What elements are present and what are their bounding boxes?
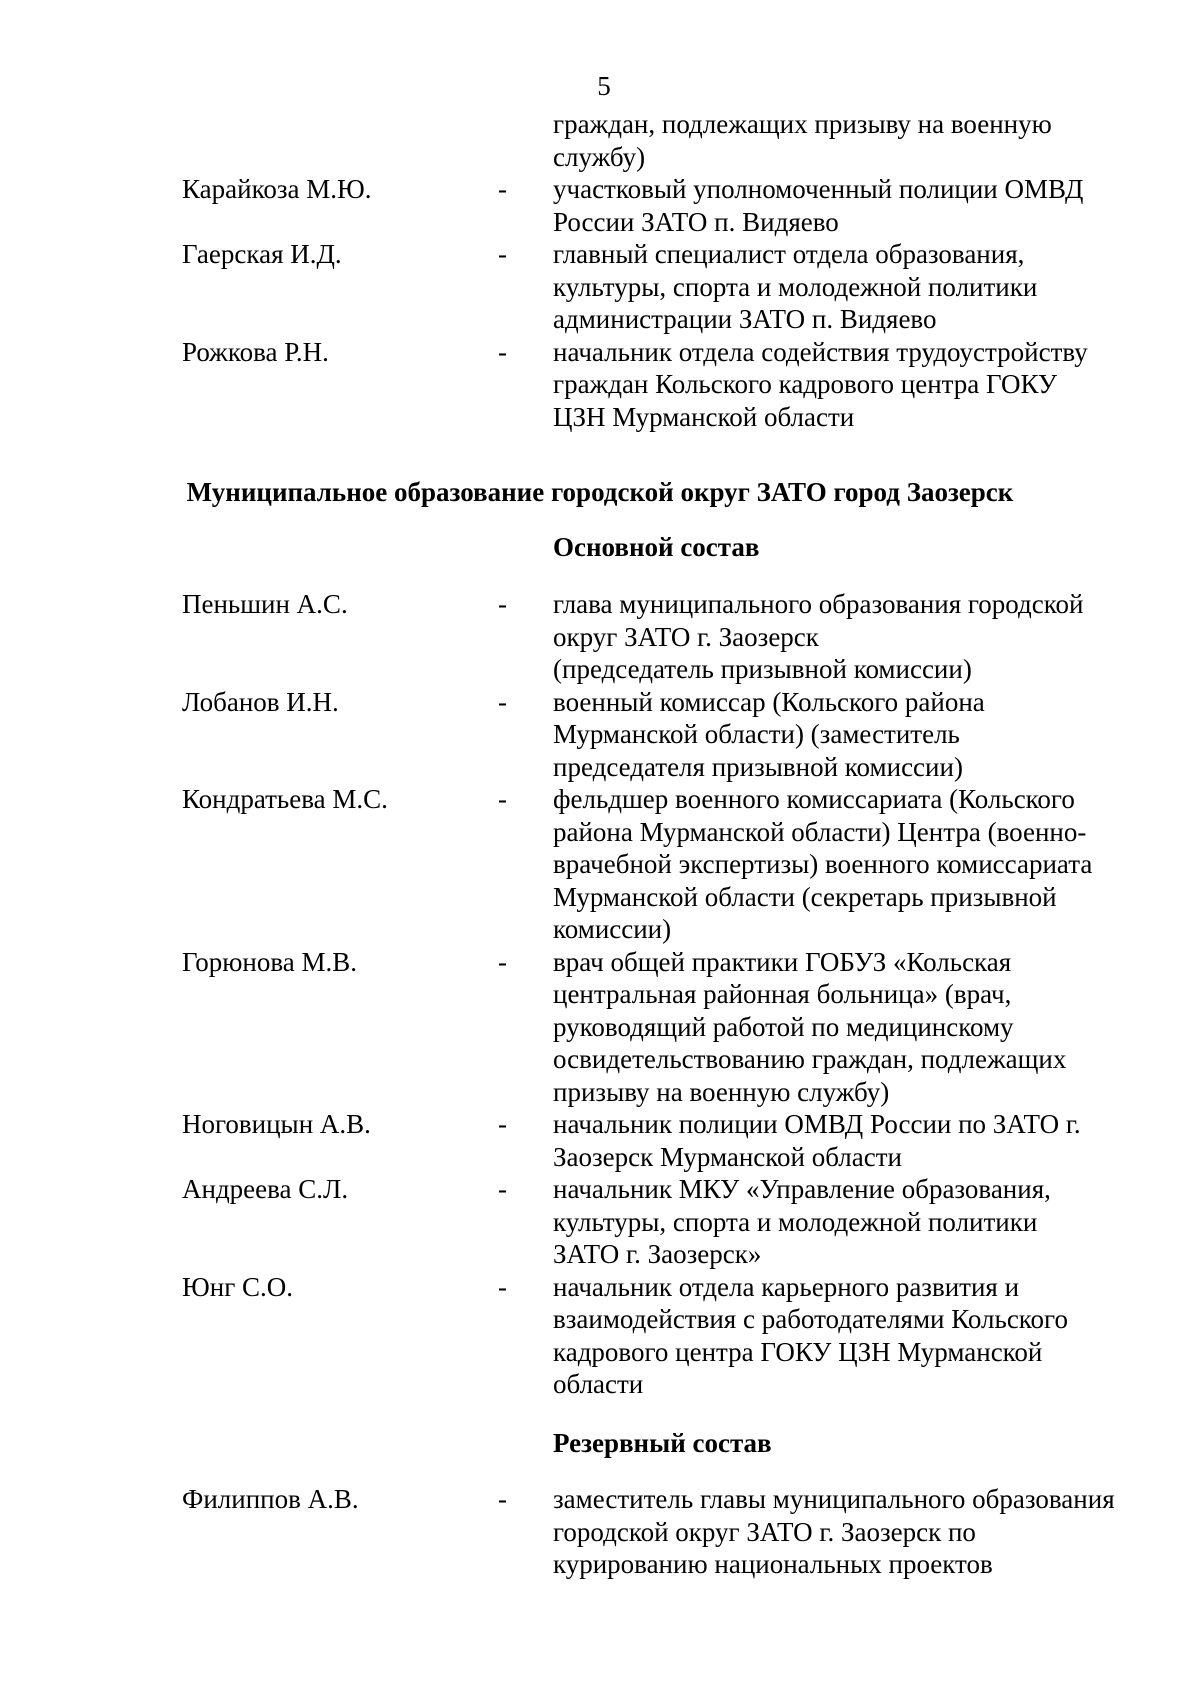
member-dash: -: [498, 1484, 507, 1514]
member-role: начальник отдела содействия трудоустройству граждан Кольского кадрового центра ГОКУ ЦЗН Мурманской области: [553, 336, 1088, 432]
member-name: Рожкова Р.Н.: [182, 336, 329, 367]
member-role: военный комиссар (Кольского района Мурманской области) (заместитель председателя призывной комиссии): [553, 686, 985, 782]
member-name: Юнг С.О.: [182, 1271, 294, 1302]
member-name: Филиппов А.В.: [182, 1484, 359, 1514]
main-composition-heading: Основной состав: [553, 532, 760, 562]
member-row: [0, 1483, 1200, 1581]
member-row: [0, 336, 1200, 434]
member-row: [0, 1271, 1200, 1401]
member-dash: -: [498, 946, 507, 977]
member-dash: -: [498, 686, 507, 717]
member-name: Горюнова М.В.: [182, 946, 357, 977]
member-role: участковый уполномоченный полиции ОМВД России ЗАТО п. Видяево: [553, 174, 1084, 237]
member-name: Ноговицын А.В.: [182, 1109, 371, 1139]
member-row: [0, 1173, 1200, 1271]
member-name: Гаерская И.Д.: [182, 239, 342, 269]
member-row: [0, 1108, 1200, 1173]
page-number: 5: [597, 71, 611, 101]
member-role: начальник отдела карьерного развития и взаимодействия с работодателями Кольского кадрового центра ГОКУ ЦЗН Мурманской области: [553, 1271, 1068, 1399]
member-role: начальник полиции ОМВД России по ЗАТО г. Заозерск Мурманской области: [553, 1109, 1081, 1172]
member-dash: -: [498, 239, 507, 269]
continuation-text: граждан, подлежащих призыву на военную службу): [553, 109, 1052, 172]
continuation-row: [0, 108, 1200, 173]
member-row: [0, 686, 1200, 784]
member-dash: -: [498, 1271, 507, 1302]
member-row: [0, 946, 1200, 1109]
member-dash: -: [498, 1174, 507, 1204]
member-row: [0, 588, 1200, 686]
municipality-heading: Муниципальное образование городской округ ЗАТО город Заозерск: [186, 477, 1014, 507]
reserve-members-block: [0, 1483, 1200, 1581]
member-role: начальник МКУ «Управление образования, культуры, спорта и молодежной политики ЗАТО г. Заозерск»: [553, 1174, 1051, 1269]
member-name: Карайкоза М.Ю.: [182, 174, 372, 204]
member-row: [0, 238, 1200, 336]
member-dash: -: [498, 336, 507, 367]
member-role: главный специалист отдела образования, культуры, спорта и молодежной политики администрации ЗАТО п. Видяево: [553, 239, 1038, 334]
member-name: Кондратьева М.С.: [182, 784, 388, 814]
reserve-composition-heading: Резервный состав: [553, 1428, 772, 1458]
member-name: Андреева С.Л.: [182, 1174, 349, 1204]
main-members-block: [0, 588, 1200, 1401]
member-dash: -: [498, 589, 507, 619]
member-role: глава муниципального образования городской округ ЗАТО г. Заозерск (председатель призывной комиссии): [553, 589, 1084, 684]
member-dash: -: [498, 1109, 507, 1139]
top-members-block: [0, 108, 1200, 433]
member-dash: -: [498, 784, 507, 814]
member-name: Лобанов И.Н.: [182, 686, 339, 717]
member-role: заместитель главы муниципального образования городской округ ЗАТО г. Заозерск по курированию национальных проектов: [553, 1484, 1115, 1579]
member-dash: -: [498, 174, 507, 204]
member-row: [0, 783, 1200, 946]
member-row: [0, 173, 1200, 238]
member-role: фельдшер военного комиссариата (Кольского района Мурманской области) Центра (военно- врачебной экспертизы) военного комиссариата Мурманской области (секретарь призывной комиссии): [553, 784, 1093, 944]
member-role: врач общей практики ГОБУЗ «Кольская центральная районная больница» (врач, руководящий работой по медицинскому освидетельствованию граждан, подлежащих призыву на военную службу): [553, 946, 1067, 1107]
member-name: Пеньшин А.С.: [182, 589, 348, 619]
